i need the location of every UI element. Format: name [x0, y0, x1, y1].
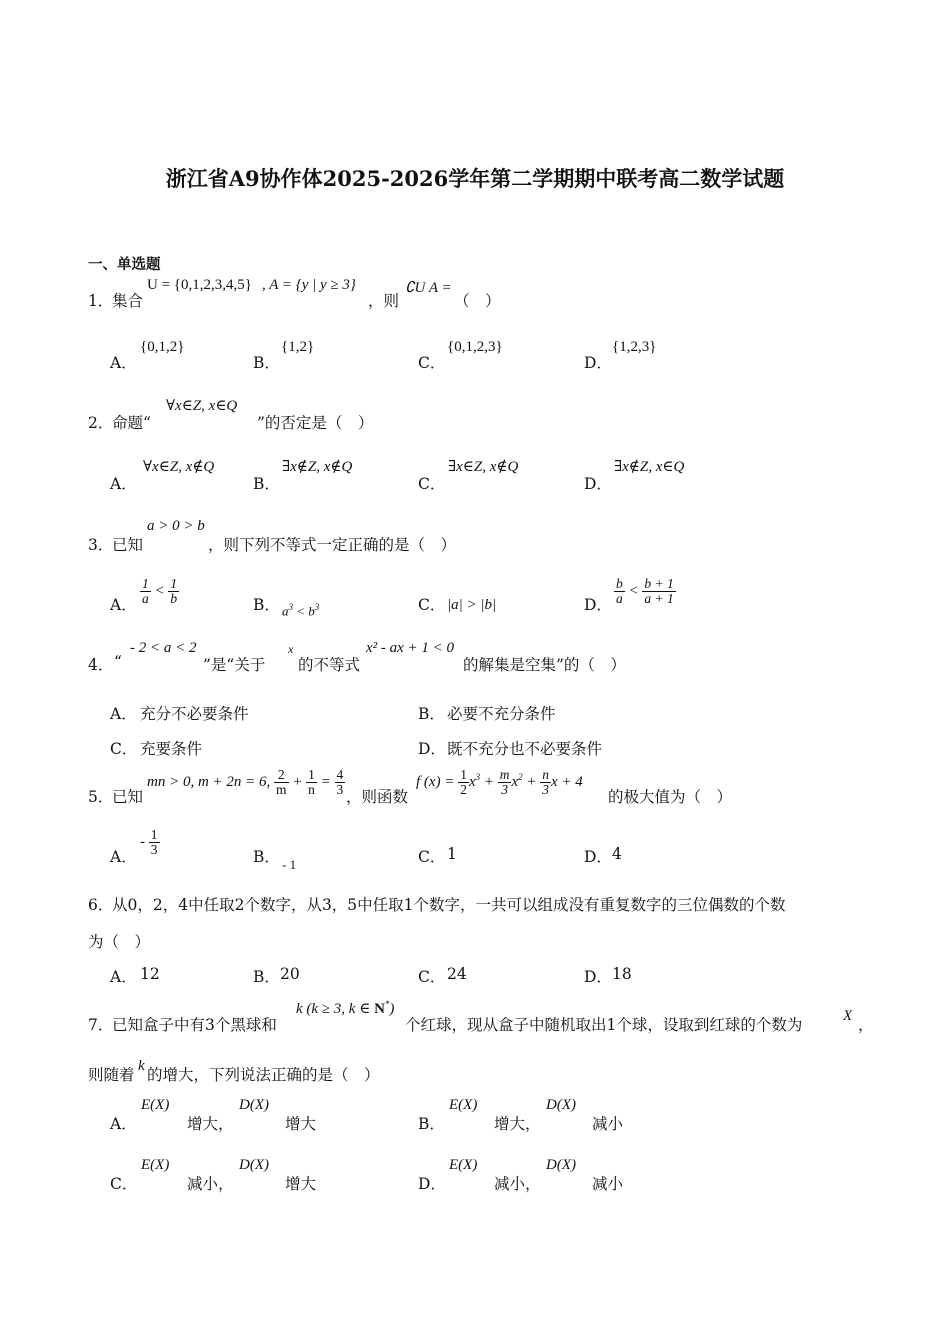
option-a-label: A． — [110, 596, 137, 614]
option-a: ∀x∈Z, x∉Q — [143, 459, 215, 475]
page-title: 浙江省A9协作体2025-2026学年第二学期期中联考高二数学试题 — [165, 166, 785, 191]
option-d-expectation-trend: 减小， — [494, 1175, 541, 1193]
option-d-variance-trend: 减小 — [592, 1175, 624, 1193]
option-b-label: B． — [418, 1115, 445, 1133]
option-b-expectation-trend: 增大， — [494, 1115, 541, 1133]
option-a: $\frac{1}{a}$ < $\frac{1}{b}$ — [142, 576, 178, 607]
option-b-label: B． — [253, 475, 280, 493]
option-c-label: C． — [110, 740, 138, 758]
question-text: ，则 — [368, 292, 400, 310]
question-text: 的不等式 — [298, 656, 361, 674]
option-d: $\frac{b}{a}$ < $\frac{b + 1}{a + 1}$ — [616, 576, 674, 607]
question-number: 7． — [88, 1016, 114, 1034]
option-d-label: D． — [584, 848, 612, 866]
option-d: 既不充分也不必要条件 — [447, 740, 603, 758]
question-text: 集合 — [112, 292, 144, 310]
option-d: 18 — [612, 965, 632, 983]
question-text: ”是“关于 — [203, 656, 266, 674]
proposition: ∀x∈Z, x∈Q — [166, 398, 238, 414]
question-text: 为（ ） — [88, 933, 151, 951]
option-a-label: A． — [110, 475, 137, 493]
option-c-label: C． — [418, 475, 446, 493]
function: f (x) = $\frac{1}{2}$ $x^3$ + $\frac{m}{3}$ $x^2$ + $\frac{n}{3}$ x + 4 — [416, 767, 583, 798]
option-a: 充分不必要条件 — [140, 705, 249, 723]
question-text: 个红球，现从盒子中随机取出1个球，设取到红球的个数为 — [405, 1016, 803, 1034]
option-c-label: C． — [110, 1175, 138, 1193]
option-c: {0,1,2,3} — [447, 339, 503, 355]
expectation: E(X) — [449, 1157, 478, 1173]
option-c: 1 — [447, 845, 457, 863]
expectation: E(X) — [141, 1157, 170, 1173]
variance: D(X) — [546, 1097, 576, 1113]
option-d-label: D． — [418, 1175, 446, 1193]
option-c-label: C． — [418, 968, 446, 986]
question-text: 已知盒子中有3个黑球和 — [112, 1016, 277, 1034]
option-d: 4 — [612, 845, 622, 863]
option-a-expectation-trend: 增大， — [187, 1115, 234, 1133]
option-a: 12 — [140, 965, 160, 983]
question-text: 从0，2，4中任取2个数字，从3，5中任取1个数字，一共可以组成没有重复数字的三位偶数的个数 — [112, 896, 786, 914]
option-a: - $\frac{1}{3}$ — [140, 827, 158, 858]
option-b-label: B． — [418, 705, 445, 723]
option-c: 充要条件 — [140, 740, 203, 758]
question-text: “ — [114, 653, 122, 671]
option-d-label: D． — [584, 354, 612, 372]
option-b-variance-trend: 减小 — [592, 1115, 624, 1133]
option-d: ∃x∉Z, x∈Q — [614, 459, 685, 475]
question-text: ，则下列不等式一定正确的是（ ） — [208, 536, 457, 554]
option-b: ∃x∉Z, x∉Q — [282, 459, 353, 475]
question-text: 的解集是空集”的（ ） — [463, 656, 626, 674]
option-d-label: D． — [584, 968, 612, 986]
question-number: 2． — [88, 414, 114, 432]
question-text: ”的否定是（ ） — [257, 414, 374, 432]
variable-x: x — [288, 642, 294, 656]
condition: - 2 < a < 2 — [130, 640, 197, 656]
question-text: 命题“ — [112, 414, 151, 432]
expectation: E(X) — [449, 1097, 478, 1113]
option-d-label: D． — [584, 475, 612, 493]
question-number: 3． — [88, 536, 114, 554]
answer-paren: （ ） — [454, 292, 501, 310]
option-a: {0,1,2} — [140, 339, 185, 355]
option-c: |a| > |b| — [447, 597, 497, 613]
condition: a > 0 > b — [147, 518, 205, 534]
option-b-label: B． — [253, 354, 280, 372]
option-b: 必要不充分条件 — [447, 705, 556, 723]
option-a-label: A． — [110, 354, 137, 372]
variance: D(X) — [239, 1157, 269, 1173]
option-b: $a^3 < b^3$ — [282, 602, 320, 619]
question-number: 6． — [88, 896, 114, 914]
question-text: 的增大，下列说法正确的是（ ） — [147, 1066, 380, 1084]
question-number: 5． — [88, 788, 114, 806]
complement-expression: ∁U A = — [405, 280, 452, 296]
option-b-label: B． — [253, 968, 280, 986]
section-heading: 一、单选题 — [88, 256, 161, 273]
question-number: 4． — [88, 656, 114, 674]
inequality: x² - ax + 1 < 0 — [366, 640, 455, 656]
variance: D(X) — [546, 1157, 576, 1173]
option-a-label: A． — [110, 705, 137, 723]
option-c: 24 — [447, 965, 467, 983]
variance: D(X) — [239, 1097, 269, 1113]
option-c-variance-trend: 增大 — [285, 1175, 317, 1193]
question-text: 的极大值为（ ） — [608, 788, 733, 806]
option-c-label: C． — [418, 848, 446, 866]
question-text: ，则函数 — [346, 788, 409, 806]
question-number: 1． — [88, 292, 114, 310]
option-b: - 1 — [282, 857, 297, 872]
option-b-label: B． — [253, 596, 280, 614]
option-d-label: D． — [584, 596, 612, 614]
option-d: {1,2,3} — [612, 339, 657, 355]
set-a: , A = {y | y ≥ 3} — [262, 277, 356, 293]
question-text: ， — [858, 1016, 874, 1034]
option-c-label: C． — [418, 354, 446, 372]
option-a-label: A． — [110, 968, 137, 986]
question-text: 已知 — [112, 788, 144, 806]
variable-x: X — [843, 1008, 853, 1024]
option-a-label: A． — [110, 1115, 137, 1133]
option-a-label: A． — [110, 848, 137, 866]
condition: mn > 0, m + 2n = 6, $\frac{2}{m}$ + $\frac{1}{n}$ = $\frac{4}{3}$ — [147, 767, 344, 798]
option-c: ∃x∈Z, x∉Q — [448, 459, 519, 475]
expectation: E(X) — [141, 1097, 170, 1113]
option-b-label: B． — [253, 848, 280, 866]
option-c-label: C． — [418, 596, 446, 614]
option-b: 20 — [280, 965, 300, 983]
variable-k: k — [138, 1058, 145, 1074]
condition: k (k ≥ 3, k ∈ N*) — [296, 999, 395, 1017]
option-a-variance-trend: 增大 — [285, 1115, 317, 1133]
question-text: 已知 — [112, 536, 144, 554]
option-d-label: D． — [418, 740, 446, 758]
option-b: {1,2} — [281, 339, 315, 355]
question-text: 则随着 — [88, 1066, 135, 1084]
set-u: U = {0,1,2,3,4,5} — [147, 277, 252, 293]
option-c-expectation-trend: 减小， — [187, 1175, 234, 1193]
